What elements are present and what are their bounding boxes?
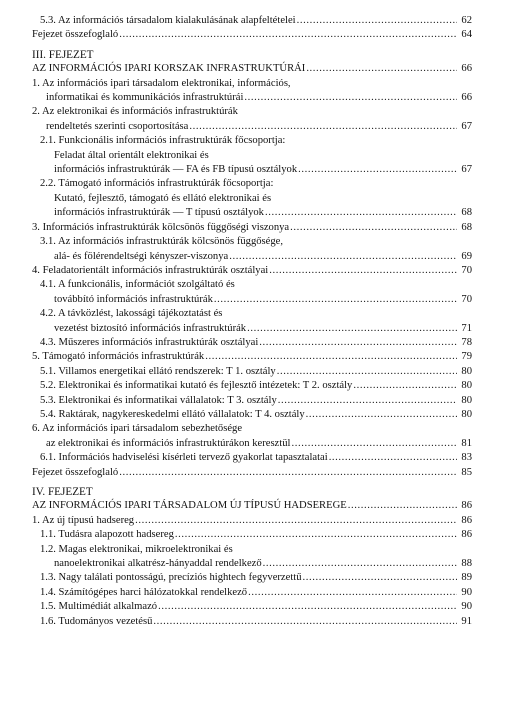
leader-dots [248,586,457,600]
leader-dots [265,206,457,220]
toc-entry-text: 3. Információs infrastruktúrák kölcsönös függőségi viszonya [32,221,290,233]
toc-entry-text: vezetést biztosító információs infrastruktúrák [54,322,247,334]
chapter-3-title: AZ INFORMÁCIÓS IPARI KORSZAK INFRASTRUKTÚRÁI [32,63,306,75]
leader-dots [277,365,457,379]
toc-entry[interactable] [32,235,472,264]
toc-entry-text: 1.5. Multimédiát alkalmazó [40,601,158,613]
toc-entry-text: 5.1. Villamos energetikai ellátó rendszerek: T 1. osztály [40,365,276,377]
page-number: 62 [461,15,472,26]
toc-entry[interactable] [32,177,472,220]
toc-entry[interactable] [32,571,472,585]
toc-entry[interactable] [32,105,472,134]
toc-entry-text: 6.1. Információs hadviselési kísérleti tervező gyakorlat tapasztalatai [40,452,328,464]
toc-entry[interactable] [32,600,472,614]
toc-entry-text: rendeltetés szerinti csoportosítása [46,120,189,132]
toc-entry-text: 1. Az új típusú hadsereg [32,514,135,526]
toc-entry[interactable] [32,134,472,177]
page-number: 85 [461,466,472,478]
leader-dots [278,394,457,408]
page-number: 80 [461,380,472,392]
page-number: 80 [461,408,472,420]
toc-entry-line: 3.1. Az információs infrastruktúrák kölcsönös függősége, [40,236,284,248]
leader-dots [119,466,457,480]
toc-entry-text: 5.2. Elektronikai és informatikai kutató és fejlesztő intézetek: T 2. osztály [40,380,353,392]
leader-dots [303,571,457,585]
toc-entry-line: 6. Az információs ipari társadalom sebezhetősége [32,423,243,435]
chapter-3-entries [32,77,472,480]
page-number: 66 [461,63,472,75]
leader-dots [290,221,457,235]
toc-entry-text: Fejezet összefoglaló [32,29,119,41]
leader-dots [205,350,457,364]
chapter-4-title-entry [32,499,472,513]
toc-entry[interactable] [32,221,472,235]
leader-dots [348,499,457,513]
toc-entry-text: nanoelektronikai alkatrész-hányaddal rendelkező [54,558,262,570]
toc-entry-text: 5. Támogató információs infrastruktúrák [32,351,205,363]
page-number: 67 [461,120,472,132]
toc-entry[interactable] [32,350,472,364]
page-number: 91 [461,615,472,627]
toc-entry[interactable] [32,466,472,480]
toc-entry-text: információs infrastruktúrák — T típusú osztályok [54,207,264,219]
page-number: 71 [461,322,472,334]
toc-entry-text: 5.4. Raktárak, nagykereskedelmi ellátó vállalatok: T 4. osztály [40,408,305,420]
toc-entry-text: 1.4. Számítógépes harci hálózatokkal rendelkező [40,586,248,598]
chapter-3-title-row[interactable] [32,62,472,76]
leader-dots [353,379,457,393]
leader-dots [158,600,457,614]
leader-dots [329,451,457,465]
toc-entry[interactable] [32,77,472,106]
page-number: 67 [461,164,472,176]
toc-entry-line: 4.2. A távközlést, lakossági tájékoztatást és [40,308,223,320]
page-number: 89 [461,572,472,584]
toc-entry[interactable] [32,365,472,379]
table-of-contents-page [32,14,472,629]
page-number: 66 [461,92,472,104]
page-number: 68 [461,221,472,233]
toc-entry[interactable] [32,394,472,408]
leader-dots [229,250,457,264]
page-number: 81 [461,437,472,449]
toc-entry-line: 2.1. Funkcionális információs infrastruktúrák főcsoportja: [40,135,286,147]
page-number: 86 [461,514,472,526]
page-number: 69 [461,250,472,262]
page-number: 86 [461,500,472,512]
page-number: 80 [461,365,472,377]
page-number: 88 [461,558,472,570]
page-number: 68 [461,207,472,219]
leader-dots [247,322,457,336]
toc-entry-text: 5.3. Az információs társadalom kialakulásának alapfeltételei [40,15,296,26]
leader-dots [119,28,457,42]
chapter-4-entries [32,514,472,629]
toc-top-entries [32,14,472,43]
toc-entry[interactable] [32,586,472,600]
toc-entry[interactable] [32,514,472,528]
page-number: 80 [461,394,472,406]
leader-dots [263,557,457,571]
toc-entry[interactable] [32,336,472,350]
toc-entry-text: 5.3. Elektronikai és informatikai vállalatok: T 3. osztály [40,394,277,406]
page-number: 70 [461,264,472,276]
toc-entry-text: 1.3. Nagy találati pontosságú, precíziós hightech fegyverzettű [40,572,302,584]
leader-dots [175,528,457,542]
leader-dots [135,514,457,528]
toc-entry-line: 2. Az elektronikai és információs infrastruktúrák [32,106,238,118]
toc-entry[interactable] [32,422,472,451]
leader-dots [298,163,457,177]
page-number: 79 [461,351,472,363]
chapter-4-heading: IV. FEJEZET [32,486,93,498]
toc-entry-text: információs infrastruktúrák — FA és FB típusú osztályok [54,164,298,176]
leader-dots [189,120,457,134]
toc-entry[interactable] [32,307,472,336]
toc-entry-text: 4.3. Műszeres információs infrastruktúrák osztályai [40,336,259,348]
toc-entry-line: 2.2. Támogató információs infrastruktúrák főcsoportja: [40,178,274,190]
toc-entry[interactable] [32,28,472,42]
toc-entry[interactable] [32,408,472,422]
leader-dots [214,293,457,307]
chapter-4-title-row[interactable] [32,499,472,513]
leader-dots [269,264,457,278]
toc-entry-line: 4.1. A funkcionális, információt szolgáltató és [40,279,235,291]
leader-dots [244,91,457,105]
toc-entry-text: 1.1. Tudásra alapozott hadsereg [40,529,174,541]
toc-entry[interactable] [32,379,472,393]
toc-entry-line: 1. Az információs ipari társadalom elektronikai, információs, [32,77,291,89]
toc-entry-text: informatikai és kommunikációs infrastruktúrái [46,92,244,104]
toc-entry[interactable] [32,278,472,307]
page-number: 83 [461,452,472,464]
toc-entry-text: továbbító információs infrastruktúrák [54,293,213,305]
toc-entry-line: Feladat által orientált elektronikai és [54,149,209,161]
toc-entry-text: az elektronikai és információs infrastruktúrákon keresztül [46,437,291,449]
toc-entry[interactable] [32,543,472,572]
toc-entry-text: Fejezet összefoglaló [32,466,119,478]
chapter-3-heading: III. FEJEZET [32,48,94,61]
leader-dots [306,62,457,76]
toc-entry[interactable] [32,264,472,278]
toc-entry-text: 4. Feladatorientált információs infrastruktúrák osztályai [32,264,269,276]
toc-entry[interactable] [32,451,472,465]
chapter-3-title-entry [32,62,472,76]
toc-entry-line: Kutató, fejlesztő, támogató és ellátó elektronikai és [54,192,272,204]
leader-dots [259,336,457,350]
page-number: 70 [461,293,472,305]
page-number: 90 [461,601,472,613]
toc-entry-text: 1.6. Tudományos vezetésű [40,615,153,627]
page-number: 78 [461,336,472,348]
page-number: 64 [461,29,472,41]
toc-entry-line: 1.2. Magas elektronikai, mikroelektronikai és [40,543,233,555]
toc-entry-text: alá- és fölérendeltségi kényszer-viszonya [54,250,229,262]
leader-dots [306,408,457,422]
leader-dots [153,615,457,629]
chapter-4-title: AZ INFORMÁCIÓS IPARI TÁRSADALOM ÚJ TÍPUSÚ HADSEREGE [32,500,347,512]
leader-dots [291,437,457,451]
toc-entry[interactable] [32,14,472,28]
toc-entry[interactable] [32,528,472,542]
page-number: 90 [461,586,472,598]
leader-dots [297,14,457,28]
page-number: 86 [461,529,472,541]
toc-entry[interactable] [32,615,472,629]
